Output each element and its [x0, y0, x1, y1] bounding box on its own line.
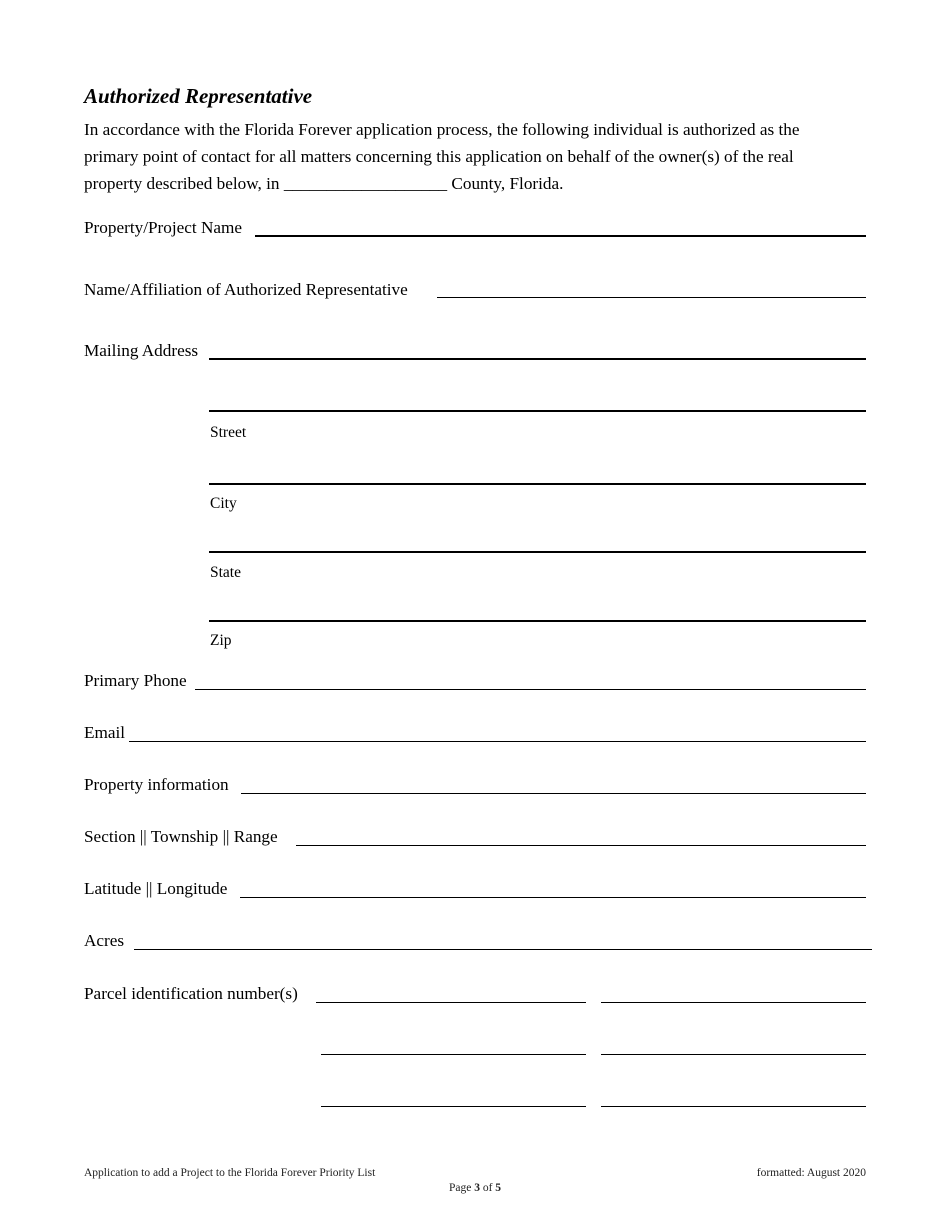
authorized-rep-label: Name/Affiliation of Authorized Representative [84, 280, 408, 299]
email-label: Email [84, 723, 126, 742]
city-label: City [210, 495, 237, 512]
zip-label: Zip [210, 632, 232, 649]
latitude-longitude-label: Latitude || Longitude [84, 879, 228, 898]
section-township-range-label: Section || Township || Range [84, 827, 278, 846]
page-total: 5 [495, 1182, 502, 1194]
state-label: State [210, 564, 241, 581]
footer-left: Application to add a Project to the Florida Forever Priority List [84, 1167, 376, 1179]
mailing-address-field[interactable] [209, 358, 866, 360]
email-field[interactable] [129, 741, 866, 742]
section-township-range-field[interactable] [296, 845, 866, 846]
property-project-name-field[interactable] [255, 235, 866, 237]
section-title: Authorized Representative [84, 84, 313, 108]
intro-paragraph [84, 116, 874, 197]
primary-phone-label: Primary Phone [84, 671, 187, 690]
parcel-id-field-1[interactable] [316, 1002, 586, 1003]
mailing-address-label: Mailing Address [84, 341, 199, 360]
intro-line-2: primary point of contact for all matters concerning this application on behalf of the owner(s) of the real [84, 147, 794, 166]
parcel-id-field-2[interactable] [601, 1002, 866, 1003]
parcel-id-field-4[interactable] [601, 1054, 866, 1055]
parcel-ids-label: Parcel identification number(s) [84, 984, 298, 1003]
authorized-rep-field[interactable] [437, 297, 866, 298]
page-of: of [482, 1182, 493, 1194]
zip-field[interactable] [209, 620, 866, 622]
page-prefix: Page [448, 1182, 472, 1194]
page-current: 3 [474, 1182, 480, 1194]
page-number [0, 1182, 950, 1194]
parcel-id-field-3[interactable] [321, 1054, 586, 1055]
latitude-longitude-field[interactable] [240, 897, 866, 898]
property-project-name-label: Property/Project Name [84, 218, 242, 237]
acres-label: Acres [84, 931, 125, 950]
property-information-label: Property information [84, 775, 229, 794]
parcel-id-field-5[interactable] [321, 1106, 586, 1107]
intro-line-3: property described below, in ___________________ County, Florida. [84, 174, 564, 193]
intro-line-1: In accordance with the Florida Forever application process, the following individual is authorized as the [84, 120, 800, 139]
footer-right: formatted: August 2020 [756, 1167, 866, 1179]
primary-phone-field[interactable] [195, 689, 866, 690]
street-label: Street [210, 424, 247, 441]
street-field[interactable] [209, 410, 866, 412]
acres-field[interactable] [134, 949, 872, 950]
state-field[interactable] [209, 551, 866, 553]
parcel-id-field-6[interactable] [601, 1106, 866, 1107]
city-field[interactable] [209, 483, 866, 485]
property-information-field[interactable] [241, 793, 866, 794]
